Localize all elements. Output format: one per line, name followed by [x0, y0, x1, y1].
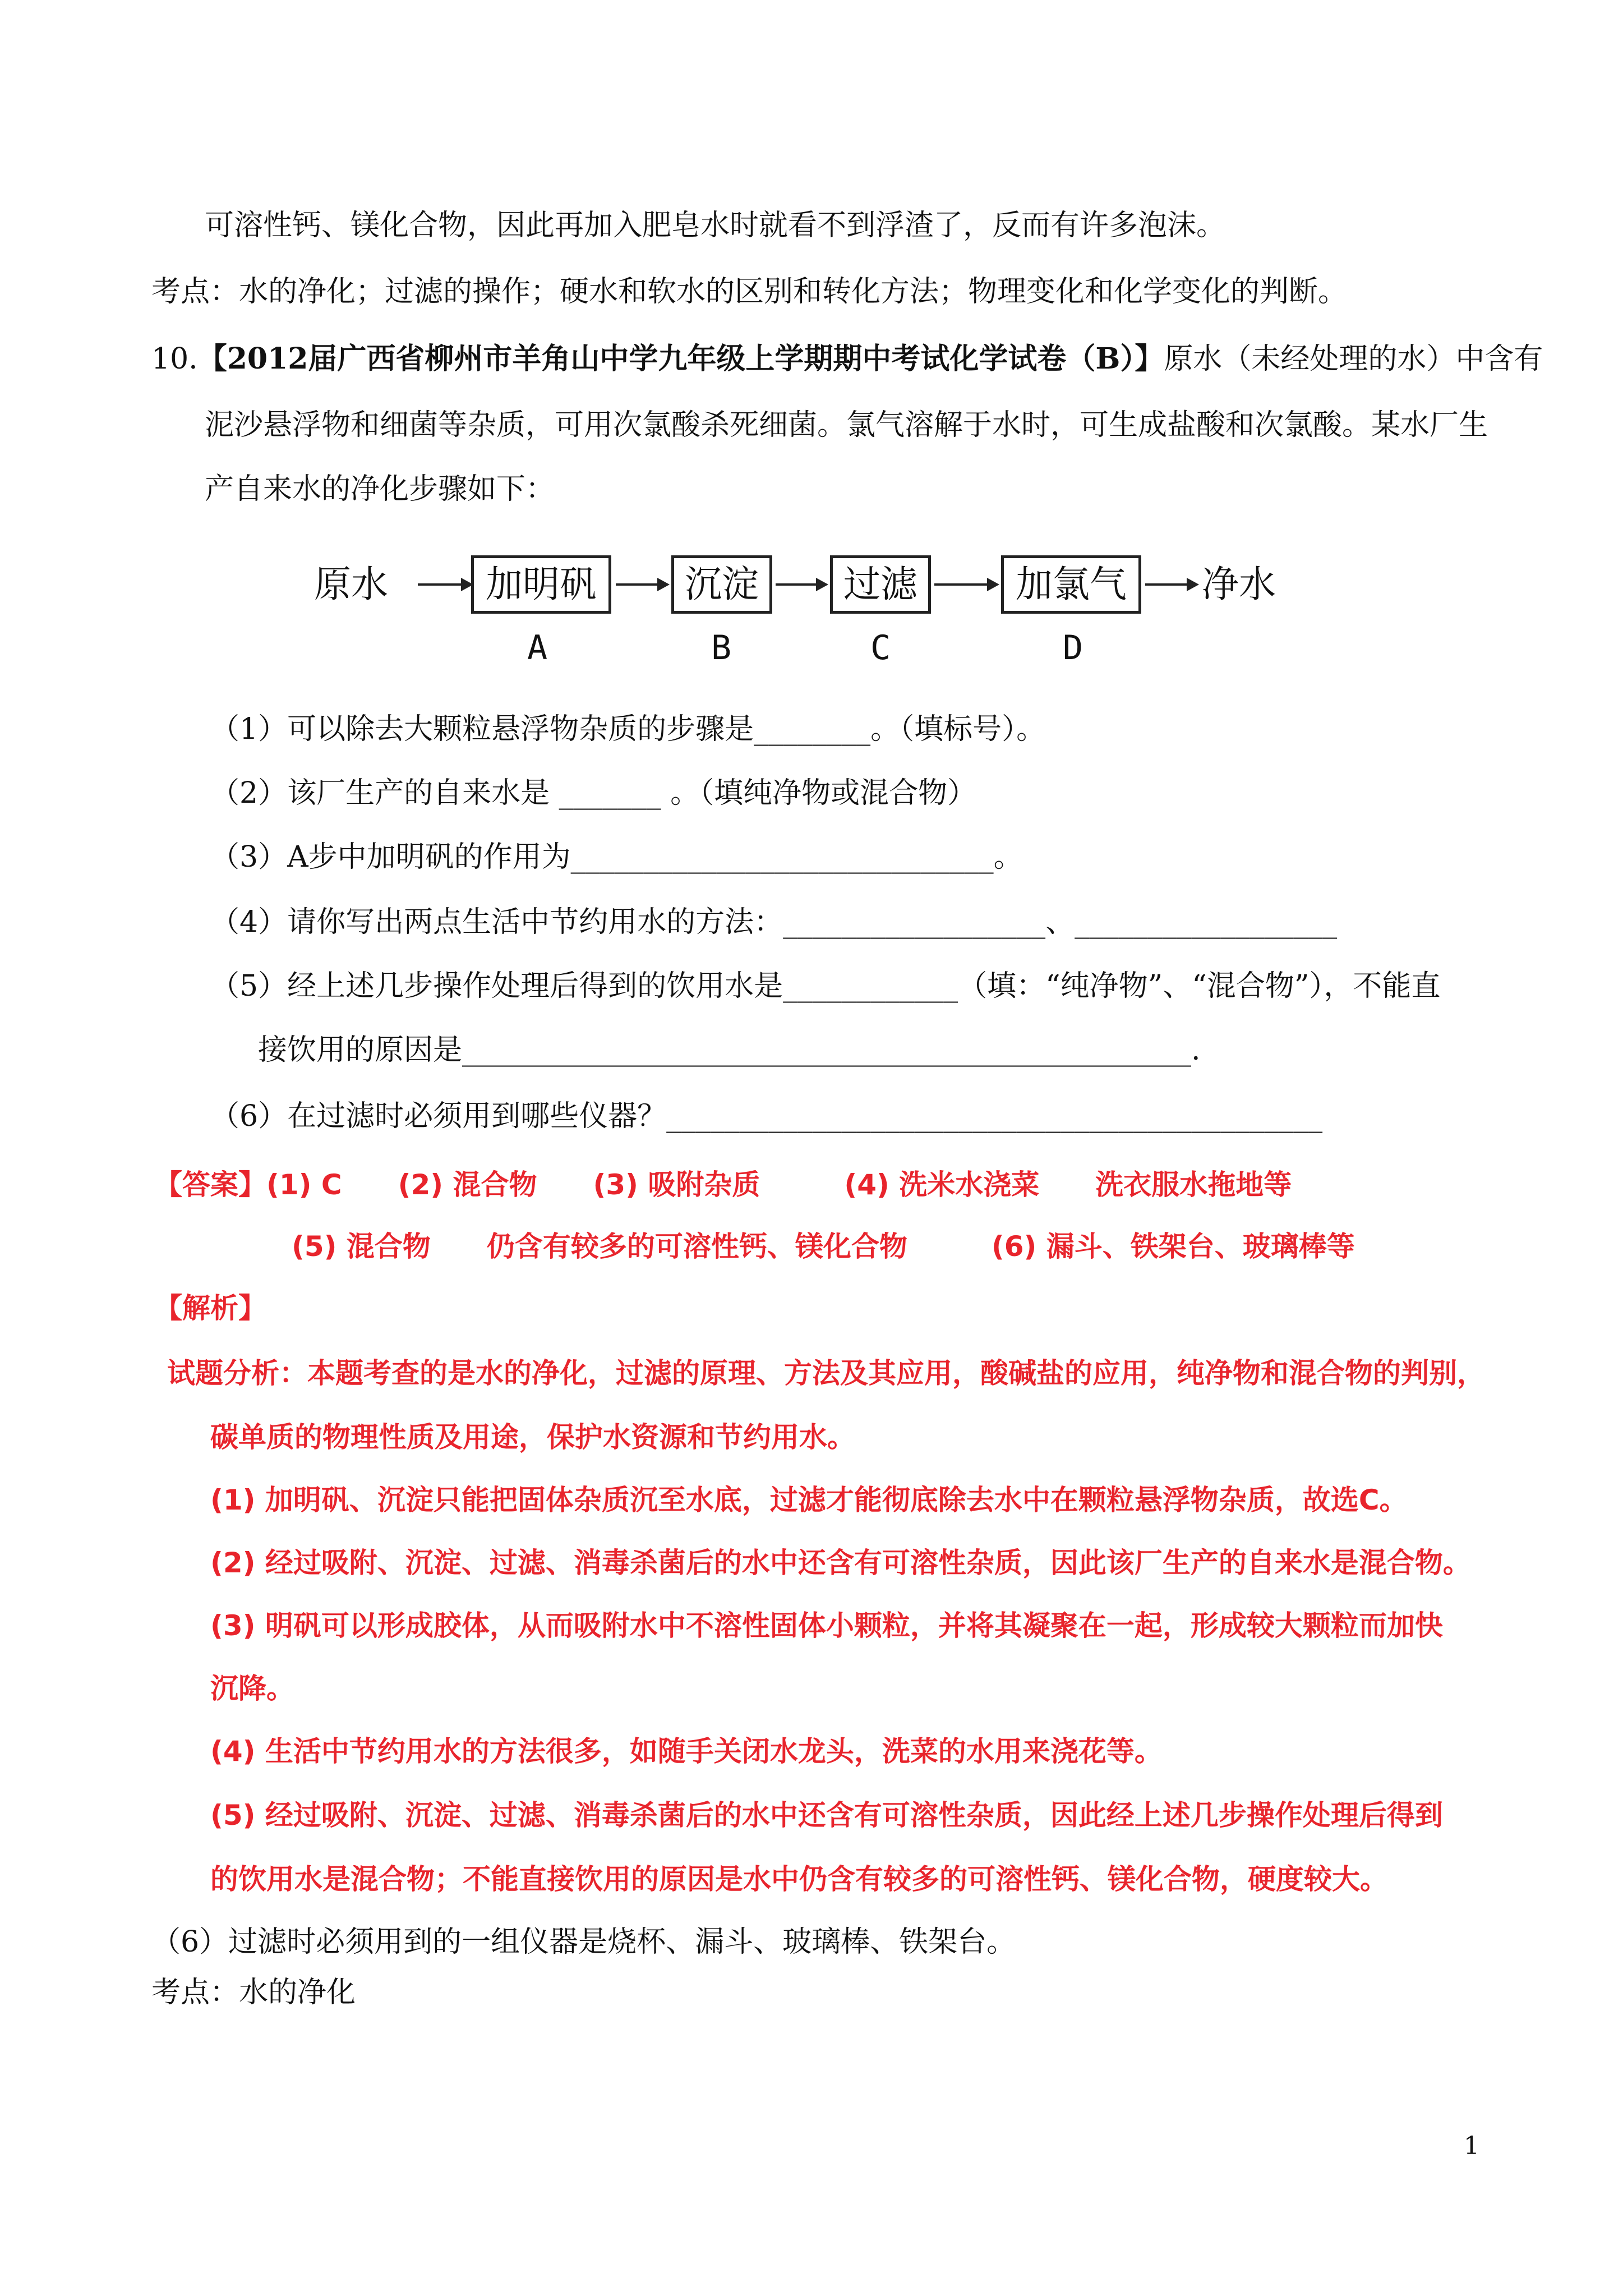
flow-end: 净水	[1202, 563, 1276, 606]
flow-arrow	[616, 583, 667, 586]
analysis-point-2: (2) 经过吸附、沉淀、过滤、消毒杀菌后的水中还含有可溶性杂质，因此该厂生产的自来水是混合物。	[210, 1547, 1471, 1579]
flow-arrow	[1145, 583, 1197, 586]
sub-question-1: （1）可以除去大颗粒悬浮物杂质的步骤是________。（填标号）。	[210, 712, 1046, 746]
flow-arrow	[934, 583, 997, 586]
analysis-intro-2: 碳单质的物理性质及用途，保护水资源和节约用水。	[210, 1421, 855, 1453]
question-stem-1: 原水（未经处理的水）中含有	[1164, 342, 1543, 376]
flow-arrow	[776, 583, 826, 586]
flow-label-b: B	[711, 628, 732, 668]
sub-question-5: （5）经上述几步操作处理后得到的饮用水是____________（填：“纯净物”、“混合物”），不能直	[210, 969, 1441, 1003]
page-number: 1	[1464, 2132, 1479, 2160]
flow-step-d: 加氯气	[1001, 555, 1141, 614]
question-line-2: 泥沙悬浮物和细菌等杂质，可用次氯酸杀死细菌。氯气溶解于水时，可生成盐酸和次氯酸。某水厂生	[205, 408, 1488, 442]
analysis-point-5: (5) 经过吸附、沉淀、过滤、消毒杀菌后的水中还含有可溶性杂质，因此经上述几步操作处理后得到	[210, 1799, 1443, 1832]
flow-arrow	[418, 583, 471, 586]
sub-question-4: （4）请你写出两点生活中节约用水的方法：__________________、__________________	[210, 905, 1338, 939]
flow-label-c: C	[870, 628, 891, 668]
flow-label-a: A	[527, 628, 548, 668]
analysis-intro-1: 试题分析：本题考查的是水的净化，过滤的原理、方法及其应用，酸碱盐的应用，纯净物和混合物的判别，	[167, 1357, 1485, 1389]
analysis-point-3: (3) 明矾可以形成胶体，从而吸附水中不溶性固体小颗粒，并将其凝聚在一起，形成较大颗粒而加快	[210, 1609, 1443, 1642]
sub-question-6: （6）在过滤时必须用到哪些仪器？_____________________________________________	[210, 1099, 1323, 1133]
analysis-point-6: （6）过滤时必须用到的一组仪器是烧杯、漏斗、玻璃棒、铁架台。	[151, 1925, 1016, 1959]
analysis-point-4: (4) 生活中节约用水的方法很多，如随手关闭水龙头，洗菜的水用来浇花等。	[210, 1735, 1163, 1768]
flow-step-b: 沉淀	[671, 555, 772, 614]
analysis-point-1: (1) 加明矾、沉淀只能把固体杂质沉至水底，过滤才能彻底除去水中在颗粒悬浮物杂质，故选C。	[210, 1484, 1408, 1516]
flow-start: 原水	[314, 563, 388, 606]
flow-step-a: 加明矾	[471, 555, 611, 614]
prev-kaodian: 考点：水的净化；过滤的操作；硬水和软水的区别和转化方法；物理变化和化学变化的判断。	[151, 275, 1348, 309]
flow-label-d: D	[1063, 628, 1083, 668]
sub-question-5-cont: 接饮用的原因是__________________________________________________.	[258, 1033, 1201, 1067]
kaodian: 考点：水的净化	[151, 1976, 356, 2009]
sub-question-3: （3）A步中加明矾的作用为_____________________________。	[210, 840, 1023, 874]
question-number: 10.	[151, 342, 198, 376]
answer-line-1: 【答案】(1) C (2) 混合物 (3) 吸附杂质 (4) 洗米水浇菜 洗衣服水拖地等	[154, 1168, 1292, 1201]
prev-answer-tail: 可溶性钙、镁化合物，因此再加入肥皂水时就看不到浮渣了，反而有许多泡沫。	[205, 209, 1226, 242]
analysis-heading: 【解析】	[154, 1292, 266, 1324]
analysis-point-3-cont: 沉降。	[210, 1672, 294, 1705]
flow-step-c: 过滤	[830, 555, 931, 614]
question-line-3: 产自来水的净化步骤如下：	[205, 472, 555, 506]
analysis-point-5-cont: 的饮用水是混合物；不能直接饮用的原因是水中仍含有较多的可溶性钙、镁化合物，硬度较大。	[210, 1863, 1388, 1895]
purification-flow-diagram	[314, 544, 1324, 679]
question-source: 【2012届广西省柳州市羊角山中学九年级上学期期中考试化学试卷（B）】	[197, 342, 1164, 376]
sub-question-2: （2）该厂生产的自来水是 _______ 。（填纯净物或混合物）	[210, 776, 977, 810]
answer-line-2: (5) 混合物 仍含有较多的可溶性钙、镁化合物 (6) 漏斗、铁架台、玻璃棒等	[292, 1230, 1355, 1263]
question-line-1	[151, 341, 1543, 377]
